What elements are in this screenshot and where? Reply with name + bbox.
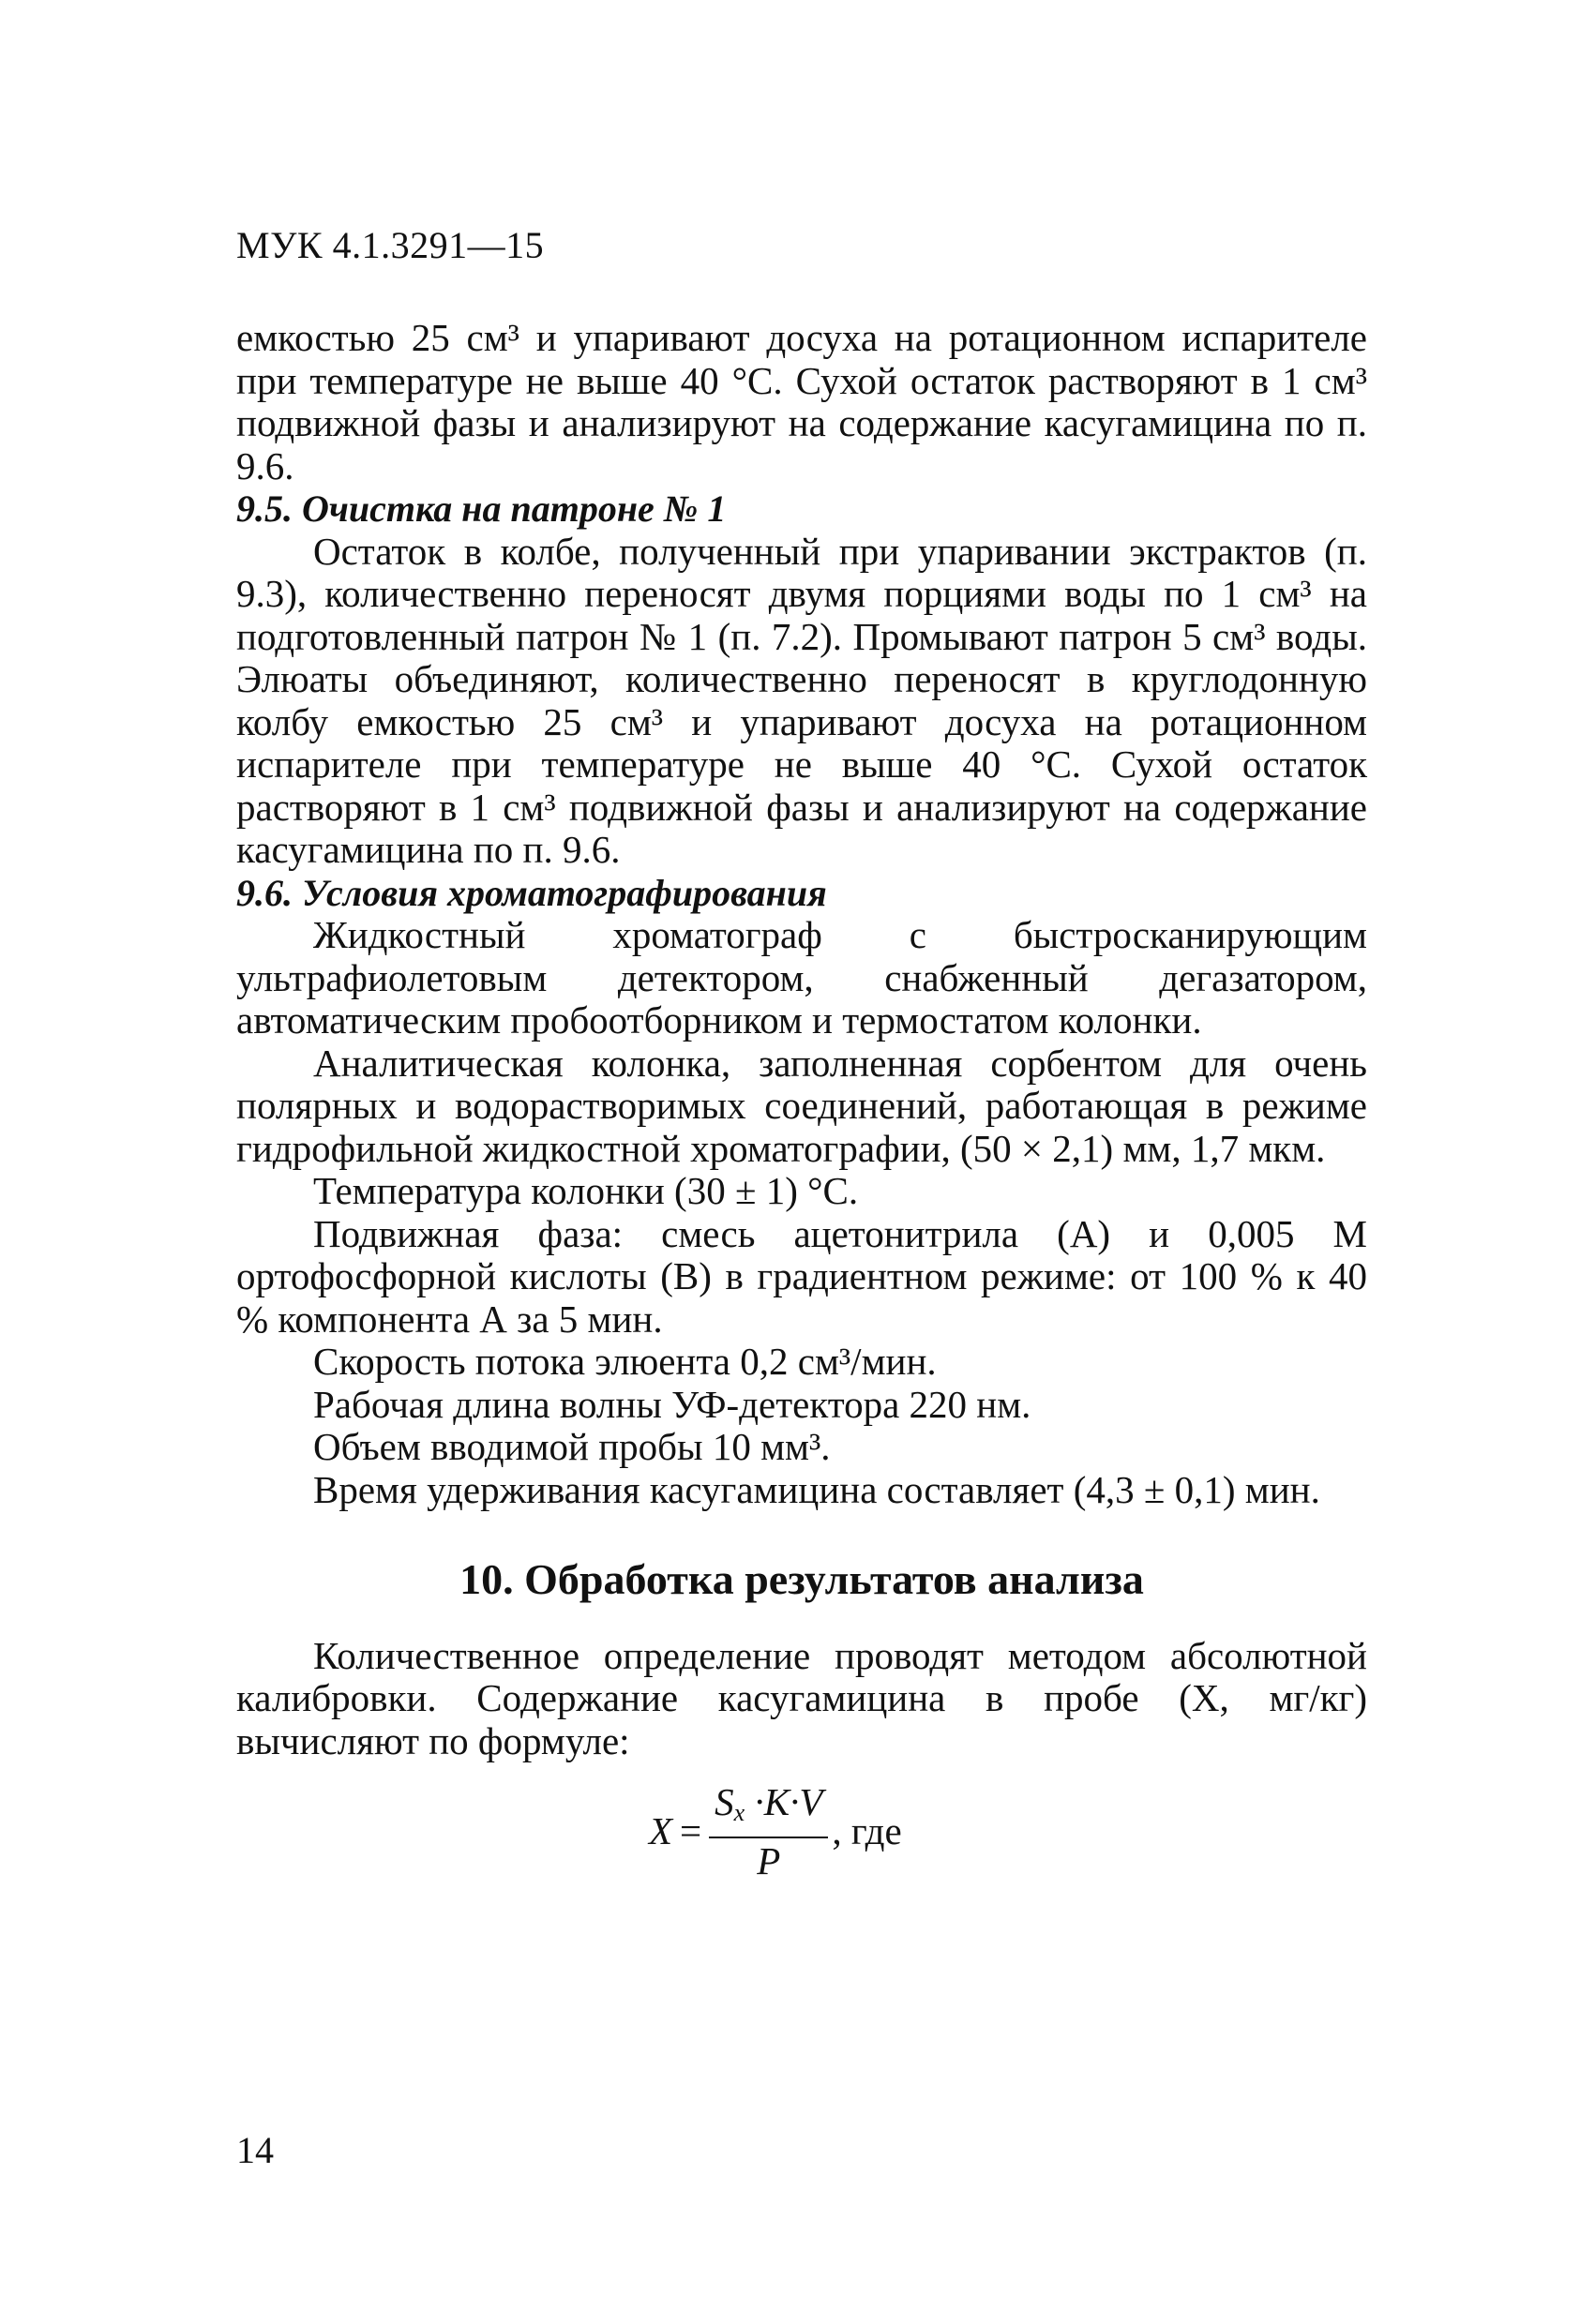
continuation-paragraph: емкостью 25 см³ и упаривают досуха на ротационном испарителе при температуре не выше 40 °С. Сухой остаток растворяют в 1 см³ подвижной фазы и анализируют на содержание касугамицина по п. 9.6.: [236, 316, 1367, 487]
formula-lhs: X: [649, 1809, 673, 1853]
injection-volume-paragraph: Объем вводимой пробы 10 мм³.: [313, 1425, 831, 1468]
retention-time-paragraph: Время удерживания касугамицина составляет (4,3 ± 0,1) мин.: [313, 1467, 1320, 1511]
section-10-text: Количественное определение проводят методом абсолютной калибровки. Содержание касугамицина в пробе (X, мг/кг) вычисляют по формуле:: [236, 1633, 1367, 1762]
flow-rate-paragraph: Скорость потока элюента 0,2 см³/мин.: [313, 1340, 937, 1383]
column-paragraph: Аналитическая колонка, заполненная сорбентом для очень полярных и водорастворимых соединений, работающая в режиме гидрофильной жидкостной хроматографии, (50 × 2,1) мм, 1,7 мкм.: [236, 1041, 1367, 1170]
wavelength-paragraph: Рабочая длина волны УФ-детектора 220 нм.: [313, 1382, 1031, 1426]
formula-denominator: P: [757, 1838, 781, 1882]
column-temperature-paragraph: Температура колонки (30 ± 1) °С.: [313, 1169, 859, 1212]
document-code-header: МУК 4.1.3291—15: [236, 224, 545, 266]
formula-numerator-rest: ·K·V: [745, 1780, 823, 1823]
formula-fraction: [709, 1781, 828, 1882]
chromatograph-paragraph: Жидкостный хроматограф с быстросканирующим ультрафиолетовым детектором, снабженный дегазатором, автоматическим пробоотборником и термостатом колонки.: [236, 913, 1367, 1042]
section-9-5-text: Остаток в колбе, полученный при упаривании экстрактов (п. 9.3), количественно переносят двумя порциями воды по 1 см³ на подготовленный патрон № 1 (п. 7.2). Промывают патрон 5 см³ воды. Элюаты объединяют, количественно переносят в круглодонную колбу емкостью 25 см³ и упаривают досуха на ротационном испарителе при температуре не выше 40 °С. Сухой остаток растворяют в 1 см³ подвижной фазы и анализируют на содержание касугамицина по п. 9.6.: [236, 529, 1367, 871]
calculation-formula: [649, 1781, 1367, 1882]
page-number: 14: [236, 2129, 274, 2171]
section-9-6-title: 9.6. Условия хроматографирования: [236, 871, 827, 914]
page-content: [236, 317, 1367, 1882]
formula-numerator-s: S: [715, 1780, 734, 1823]
section-9-5-title: 9.5. Очистка на патроне № 1: [236, 487, 727, 530]
formula-numerator: [709, 1781, 828, 1837]
section-10-heading: 10. Обработка результатов анализа: [459, 1555, 1144, 1603]
formula-numerator-subscript: x: [733, 1799, 745, 1826]
mobile-phase-paragraph: Подвижная фаза: смесь ацетонитрила (А) и 0,005 М ортофосфорной кислоты (В) в градиентном режиме: от 100 % к 40 % компонента А за 5 мин.: [236, 1211, 1367, 1341]
formula-suffix: , где: [832, 1809, 902, 1853]
formula-equals: =: [680, 1809, 702, 1853]
